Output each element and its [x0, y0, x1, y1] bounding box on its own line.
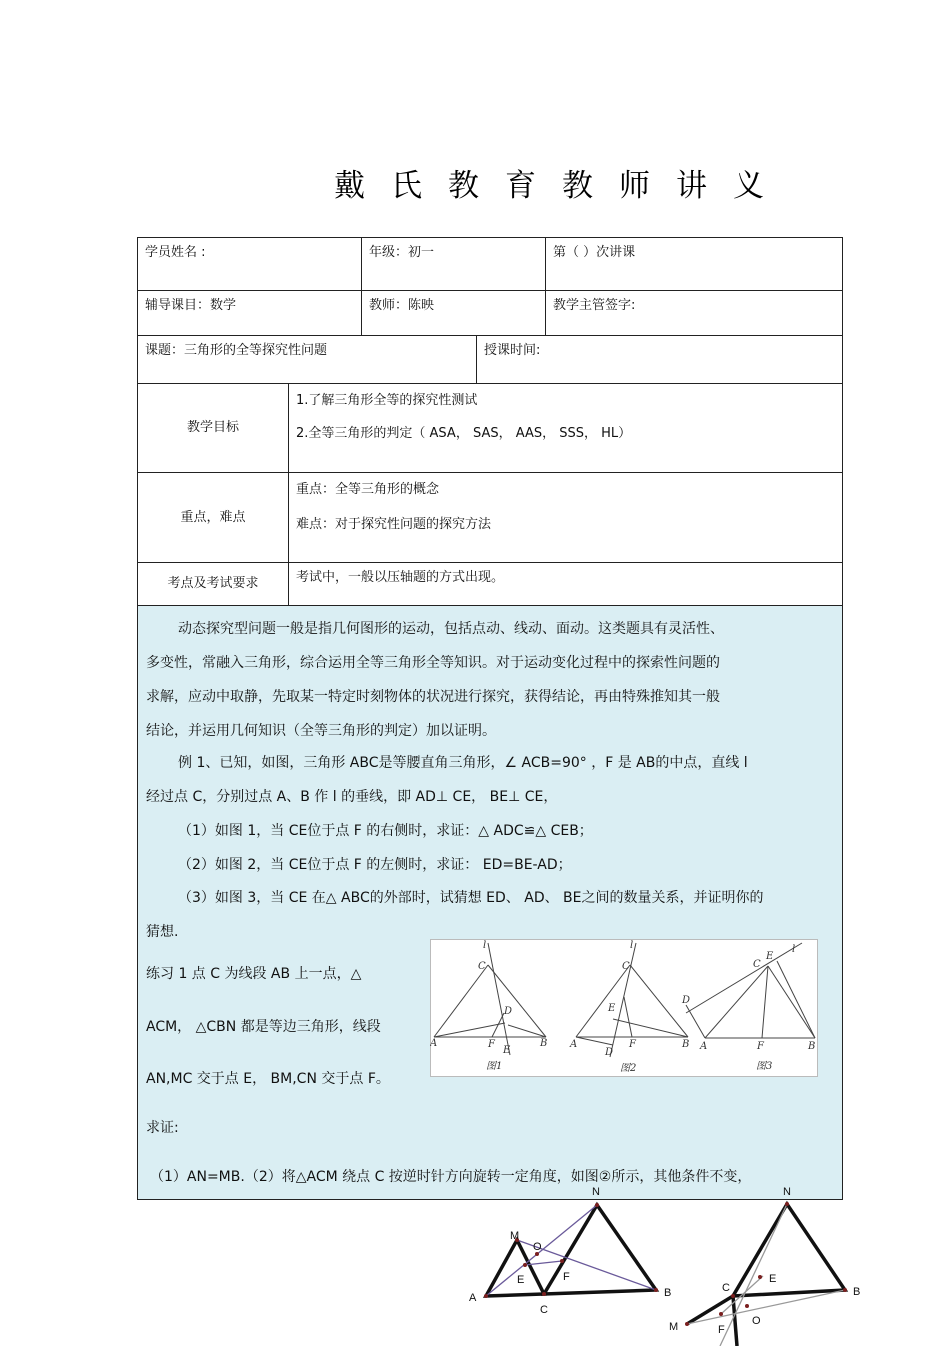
practice-figure-2: [665, 1184, 875, 1346]
lesson-time-cell: 授课时间:: [476, 335, 843, 384]
practice-question: （1）AN=MB.（2）将△ACM 绕点 C 按逆时针方向旋转一定角度，如图②所示，其他条件不变，: [150, 1169, 752, 1185]
fig3-point: E: [766, 951, 774, 962]
fig1-point: C: [478, 961, 486, 972]
difficult-point: 难点：对于探究性问题的探究方法: [296, 517, 492, 532]
figB-point: E: [769, 1273, 777, 1285]
figA-point: C: [540, 1304, 548, 1314]
supervisor-signature-cell: 教学主管签字:: [545, 290, 843, 336]
goals-cell: [288, 383, 843, 473]
figB-point: C: [722, 1282, 730, 1294]
practice-figure-2-labels: [669, 1186, 860, 1336]
goals-label: 教学目标: [137, 383, 289, 473]
example-line: （3）如图 3，当 CE 在△ ABC的外部时，试猜想 ED、 AD、 BE之间的数量关系，并证明你的: [178, 890, 764, 906]
lesson-number-cell: 第（ ）次讲课: [545, 237, 843, 291]
example-line: 经过点 C，分别过点 A、B 作 l 的垂线，即 AD⊥ CE， BE⊥ CE，: [146, 789, 558, 805]
fig2-point: F: [629, 1039, 636, 1050]
fig2-point: D: [605, 1047, 614, 1058]
figB-point: N: [783, 1186, 791, 1198]
figB-point: M: [669, 1321, 679, 1333]
intro-line: 动态探究型问题一般是指几何图形的运动，包括点动、线动、面动。这类题具有灵活性、: [178, 621, 724, 637]
fig2-point: l: [630, 940, 634, 951]
fig1-point: F: [488, 1039, 495, 1050]
practice-figure-2-triangles: [687, 1204, 845, 1346]
fig2-point: B: [682, 1039, 690, 1050]
figA-point: A: [469, 1292, 477, 1304]
fig1-point: D: [504, 1006, 513, 1017]
key-points-cell: [288, 472, 843, 563]
fig3-point: A: [700, 1041, 708, 1052]
figA-point: O: [533, 1241, 542, 1253]
fig2-point: E: [608, 1003, 616, 1014]
exam-label: 考点及考试要求: [137, 562, 289, 606]
figA-point: B: [664, 1287, 672, 1299]
practice-figure-1: [465, 1184, 685, 1314]
intro-line: 求解，应动中取静，先取某一特定时刻物体的状况进行探究，获得结论，再由特殊推知其一般: [146, 689, 720, 705]
subject-cell: 辅导课目：数学: [137, 290, 362, 336]
key-points-label: 重点，难点: [137, 472, 289, 563]
fig3-caption: 图3: [756, 1061, 773, 1072]
fig2-point: A: [570, 1039, 578, 1050]
figB-point: F: [718, 1324, 725, 1336]
fig3-point: l: [792, 944, 796, 955]
fig1-point: B: [540, 1038, 548, 1049]
example-line: 例 1、已知，如图，三角形 ABC是等腰直角三角形，∠ ACB=90° ，F 是 AB的中点，直线 l: [178, 755, 748, 771]
fig3-point: C: [753, 959, 761, 970]
example-line: （2）如图 2，当 CE位于点 F 的左侧时，求证： ED=BE-AD；: [178, 857, 572, 873]
teacher-cell: 教师：陈映: [361, 290, 546, 336]
fig1-point: A: [430, 1038, 438, 1049]
fig3-point: B: [808, 1041, 816, 1052]
lesson-table: [137, 237, 843, 1200]
topic-cell: 课题：三角形的全等探究性问题: [137, 335, 477, 384]
key-point: 重点：全等三角形的概念: [296, 482, 440, 497]
practice-line: ACM， △CBN 都是等边三角形，线段: [146, 1019, 381, 1035]
fig1-point: E: [503, 1045, 511, 1056]
practice-line: AN,MC 交于点 E， BM,CN 交于点 F。: [146, 1071, 390, 1087]
figA-point: F: [563, 1271, 570, 1283]
page-title: 戴氏教育教师讲义: [334, 168, 790, 204]
figA-point: E: [517, 1274, 525, 1286]
example-line: 猜想.: [146, 924, 179, 940]
intro-line: 结论，并运用几何知识（全等三角形的判定）加以证明。: [146, 723, 496, 739]
practice-figure-1-triangles: [486, 1205, 656, 1296]
fig3-point: D: [682, 995, 691, 1006]
goal-2: 2.全等三角形的判定（ ASA， SAS， AAS， SSS， HL）: [296, 426, 632, 441]
exam-cell: 考试中，一般以压轴题的方式出现。: [288, 562, 843, 606]
practice-line: 练习 1 点 C 为线段 AB 上一点，△: [146, 966, 362, 982]
fig2-point: C: [622, 961, 630, 972]
example-line: （1）如图 1，当 CE位于点 F 的右侧时，求证：△ ADC≌△ CEB；: [178, 823, 593, 839]
example-figures: [430, 939, 818, 1077]
figB-point: B: [853, 1286, 861, 1298]
student-name-cell: 学员姓名 :: [137, 237, 362, 291]
fig1-caption: 图1: [486, 1061, 503, 1072]
fig1-point: l: [483, 940, 487, 951]
figA-point: N: [592, 1186, 600, 1198]
intro-line: 多变性，常融入三角形，综合运用全等三角形全等知识。对于运动变化过程中的探索性问题的: [146, 655, 720, 671]
practice-line: 求证:: [146, 1120, 179, 1136]
fig3-point: F: [757, 1041, 764, 1052]
figB-point: O: [752, 1315, 761, 1327]
content-cell: [137, 605, 843, 1200]
grade-cell: 年级：初一: [361, 237, 546, 291]
goal-1: 1.了解三角形全等的探究性测试: [296, 393, 478, 408]
fig2-caption: 图2: [620, 1063, 637, 1074]
practice-figure-2-segments: [687, 1204, 845, 1346]
figA-point: M: [510, 1230, 520, 1242]
